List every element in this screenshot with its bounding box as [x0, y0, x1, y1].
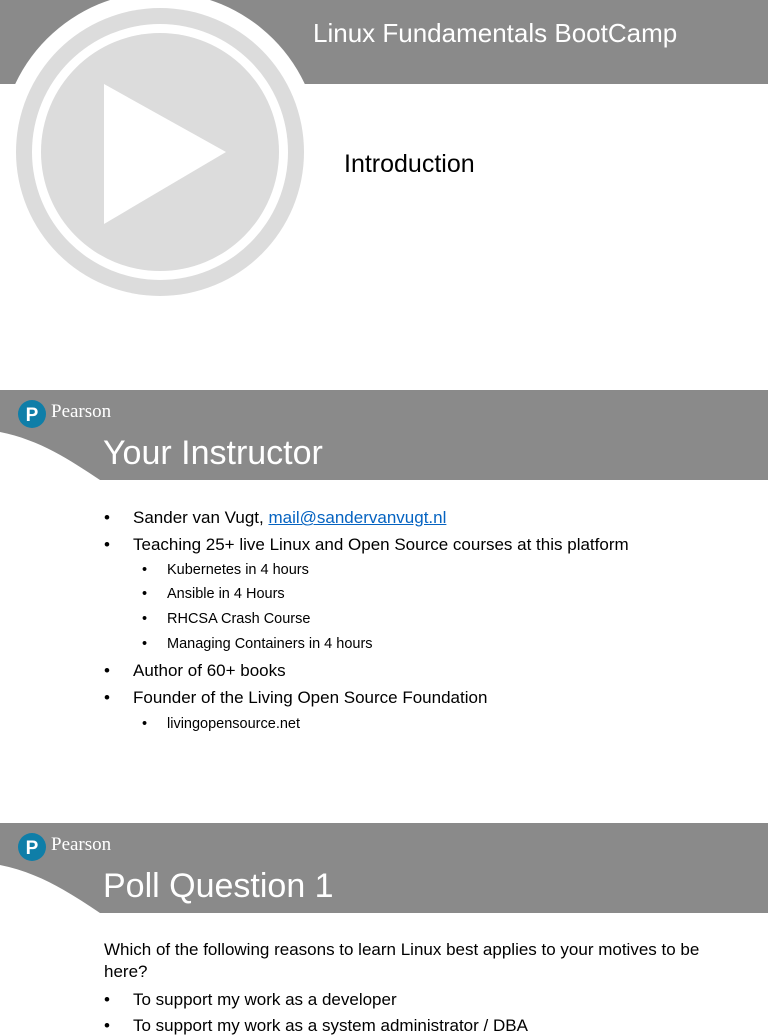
svg-text:P: P	[25, 838, 39, 859]
bullet-icon: •	[142, 562, 148, 578]
sub-bullet-item	[142, 611, 311, 627]
bullet-icon: •	[142, 611, 148, 627]
poll-question: Which of the following reasons to learn Linux best applies to your motives to be here?	[104, 940, 700, 981]
bullet-icon: •	[142, 586, 148, 602]
instructor-name: Sander van Vugt,	[133, 508, 269, 527]
pearson-wordmark: Pearson	[51, 401, 112, 422]
bullet-icon: •	[104, 1016, 110, 1035]
bullet-text: Ansible in 4 Hours	[167, 586, 285, 602]
pearson-wordmark: Pearson	[51, 834, 112, 855]
course-title: Linux Fundamentals BootCamp	[313, 18, 678, 48]
bullet-text: Founder of the Living Open Source Foundation	[133, 688, 488, 707]
poll-option-text: To support my work as a developer	[133, 990, 397, 1009]
slide-heading: Your Instructor	[103, 434, 323, 472]
sub-bullet-item	[142, 586, 285, 602]
instructor-email-link[interactable]: mail@sandervanvugt.nl	[268, 508, 447, 527]
sub-bullet-item	[142, 636, 373, 652]
bullet-icon: •	[142, 636, 148, 652]
instructor-slide	[0, 390, 768, 800]
svg-text:P: P	[25, 405, 39, 426]
bullet-icon: •	[104, 508, 110, 527]
sub-bullet-item	[142, 716, 301, 732]
bullet-text: livingopensource.net	[167, 716, 301, 732]
pearson-logo-icon	[18, 400, 46, 428]
bullet-icon: •	[104, 535, 110, 554]
bullet-icon: •	[142, 716, 148, 732]
bullet-icon: •	[104, 661, 110, 680]
sub-bullet-item	[142, 562, 309, 578]
poll-slide	[0, 823, 768, 1035]
bullet-text: Author of 60+ books	[133, 661, 286, 680]
bullet-instructor	[104, 508, 447, 528]
bullet-item	[104, 688, 488, 708]
poll-option	[104, 1016, 528, 1036]
bullet-text: Teaching 25+ live Linux and Open Source courses at this platform	[133, 535, 629, 554]
pearson-logo-icon	[18, 833, 46, 861]
slide-heading: Poll Question 1	[103, 867, 334, 905]
bullet-text: Kubernetes in 4 hours	[167, 562, 309, 578]
slide-subtitle: Introduction	[344, 150, 475, 178]
bullet-item	[104, 535, 629, 555]
bullet-text: Managing Containers in 4 hours	[167, 636, 373, 652]
title-slide	[0, 0, 768, 360]
bullet-text: RHCSA Crash Course	[167, 611, 311, 627]
bullet-item	[104, 661, 286, 681]
poll-option	[104, 990, 397, 1010]
bullet-icon: •	[104, 688, 110, 707]
poll-option-text: To support my work as a system administrator / DBA	[133, 1016, 528, 1035]
play-icon	[0, 0, 320, 330]
bullet-icon: •	[104, 990, 110, 1009]
